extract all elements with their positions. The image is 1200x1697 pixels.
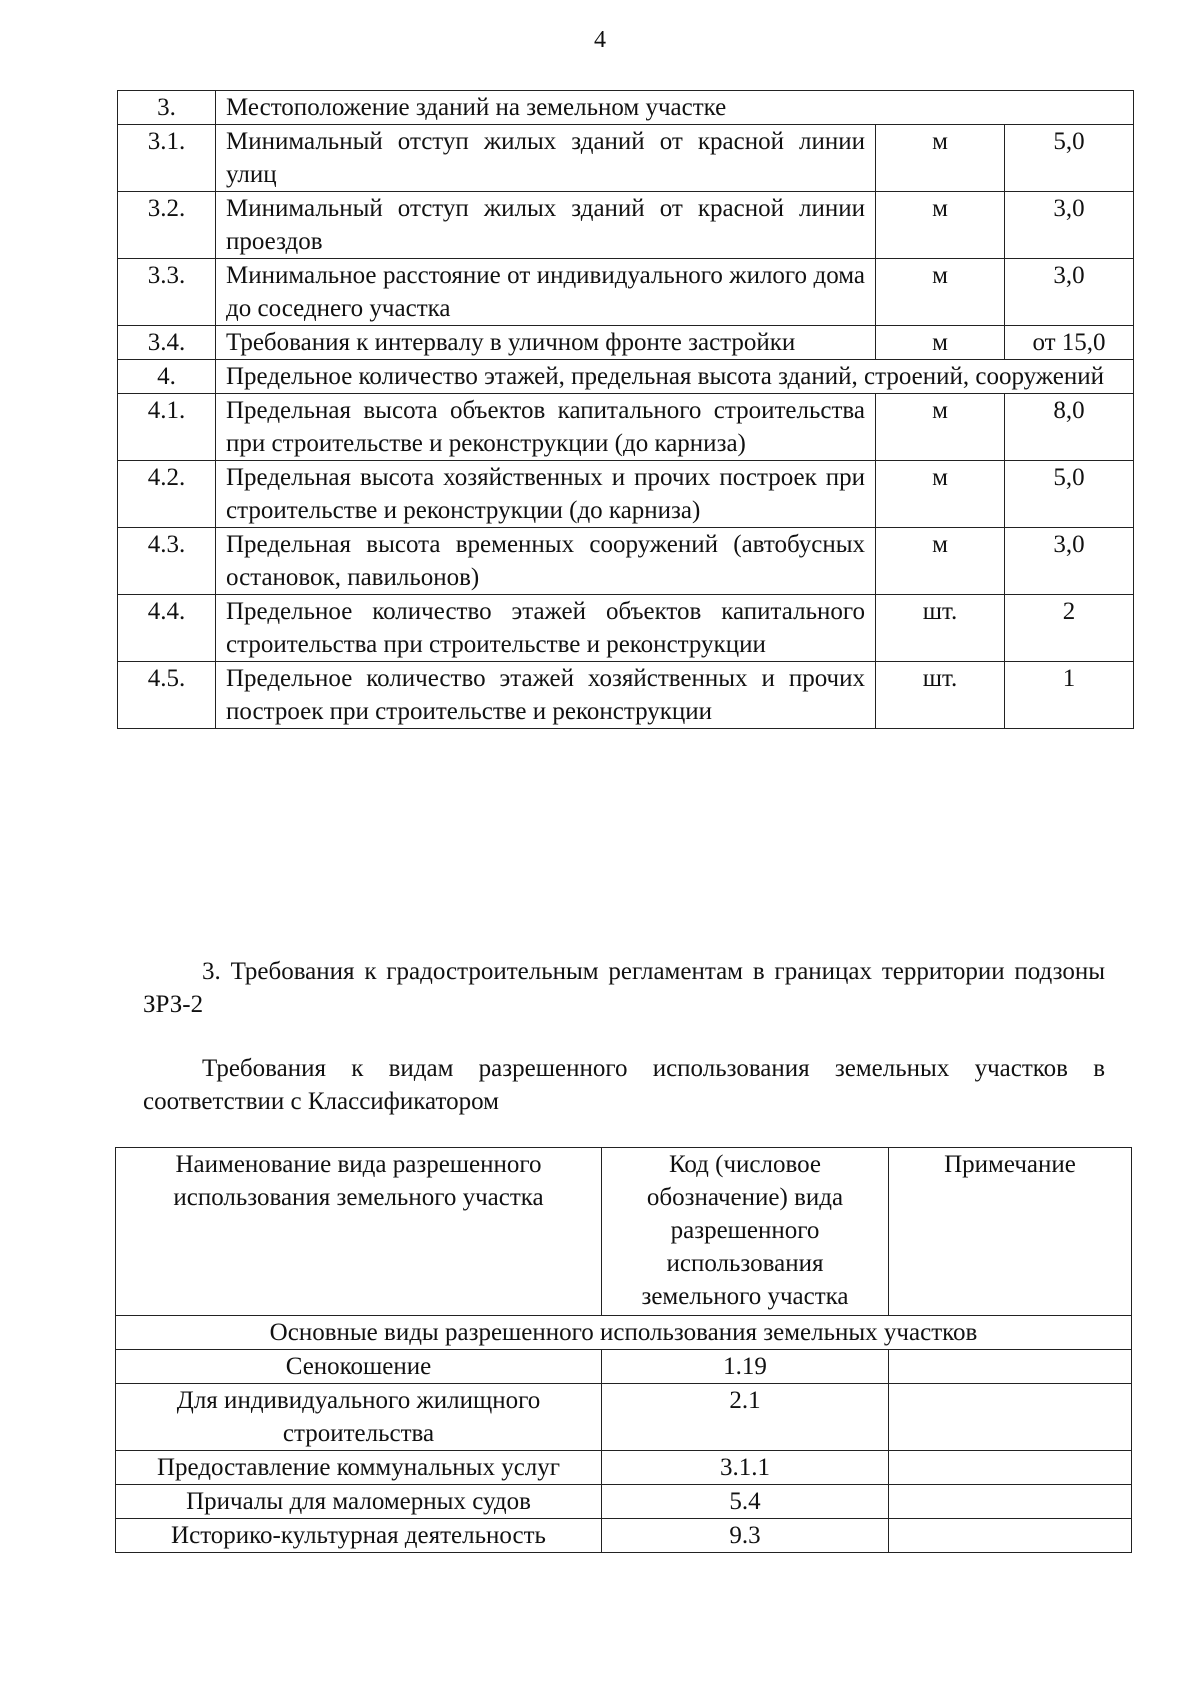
use-code: 3.1.1	[602, 1451, 889, 1485]
row-number: 4.5.	[118, 662, 216, 729]
row-number: 4.4.	[118, 595, 216, 662]
table-row	[118, 125, 1134, 192]
row-number: 3.1.	[118, 125, 216, 192]
use-note	[889, 1350, 1132, 1384]
row-value: 5,0	[1005, 461, 1134, 528]
table-row	[116, 1384, 1132, 1451]
row-value: 8,0	[1005, 394, 1134, 461]
table-row	[118, 326, 1134, 360]
use-note	[889, 1485, 1132, 1519]
row-description: Требования к интервалу в уличном фронте застройки	[216, 326, 876, 360]
row-description: Минимальный отступ жилых зданий от красной линии проездов	[216, 192, 876, 259]
row-description: Минимальное расстояние от индивидуального жилого дома до соседнего участка	[216, 259, 876, 326]
use-code: 2.1	[602, 1384, 889, 1451]
use-code: 1.19	[602, 1350, 889, 1384]
table-row	[118, 595, 1134, 662]
use-name: Причалы для маломерных судов	[116, 1485, 602, 1519]
row-value: 2	[1005, 595, 1134, 662]
table-row	[118, 91, 1134, 125]
row-description: Предельная высота объектов капитального строительства при строительстве и реконструкции (до карниза)	[216, 394, 876, 461]
table-row	[118, 360, 1134, 394]
header-code: Код (числовое обозначение) вида разрешенного использования земельного участка	[602, 1148, 889, 1316]
row-unit: м	[876, 192, 1005, 259]
table-row	[116, 1519, 1132, 1553]
row-value: от 15,0	[1005, 326, 1134, 360]
use-code: 9.3	[602, 1519, 889, 1553]
row-value: 3,0	[1005, 259, 1134, 326]
use-name: Предоставление коммунальных услуг	[116, 1451, 602, 1485]
row-unit: м	[876, 259, 1005, 326]
row-unit: м	[876, 326, 1005, 360]
use-note	[889, 1384, 1132, 1451]
page-number: 4	[594, 27, 606, 53]
use-code: 5.4	[602, 1485, 889, 1519]
row-description: Минимальный отступ жилых зданий от красной линии улиц	[216, 125, 876, 192]
table-row	[116, 1451, 1132, 1485]
intro-paragraph: Требования к видам разрешенного использования земельных участков в соответствии с Классификатором	[143, 1055, 1105, 1115]
land-use-table	[115, 1147, 1132, 1553]
row-number: 4.	[118, 360, 216, 394]
parameters-table	[117, 90, 1134, 729]
section-heading: Местоположение зданий на земельном участке	[216, 91, 1134, 125]
section-heading: Предельное количество этажей, предельная высота зданий, строений, сооружений	[216, 360, 1134, 394]
table-row	[118, 192, 1134, 259]
row-description: Предельное количество этажей объектов капитального строительства при строительстве и реконструкции	[216, 595, 876, 662]
table-row	[118, 394, 1134, 461]
section-title: Основные виды разрешенного использования земельных участков	[116, 1316, 1132, 1350]
row-unit: шт.	[876, 595, 1005, 662]
table-row	[118, 528, 1134, 595]
row-unit: м	[876, 461, 1005, 528]
header-name: Наименование вида разрешенного использования земельного участка	[116, 1148, 602, 1316]
table-row	[118, 259, 1134, 326]
row-unit: м	[876, 125, 1005, 192]
header-note: Примечание	[889, 1148, 1132, 1316]
table-row	[116, 1350, 1132, 1384]
row-unit: м	[876, 528, 1005, 595]
table-row	[118, 662, 1134, 729]
row-number: 3.3.	[118, 259, 216, 326]
use-name: Для индивидуального жилищного строительства	[116, 1384, 602, 1451]
use-name: Сенокошение	[116, 1350, 602, 1384]
table-row	[118, 461, 1134, 528]
row-description: Предельное количество этажей хозяйственных и прочих построек при строительстве и реконструкции	[216, 662, 876, 729]
row-value: 5,0	[1005, 125, 1134, 192]
row-number: 4.2.	[118, 461, 216, 528]
row-unit: шт.	[876, 662, 1005, 729]
use-note	[889, 1451, 1132, 1485]
row-number: 4.3.	[118, 528, 216, 595]
use-name: Историко-культурная деятельность	[116, 1519, 602, 1553]
row-number: 4.1.	[118, 394, 216, 461]
row-description: Предельная высота временных сооружений (автобусных остановок, павильонов)	[216, 528, 876, 595]
row-value: 3,0	[1005, 528, 1134, 595]
row-number: 3.	[118, 91, 216, 125]
use-note	[889, 1519, 1132, 1553]
row-value: 3,0	[1005, 192, 1134, 259]
row-number: 3.2.	[118, 192, 216, 259]
row-number: 3.4.	[118, 326, 216, 360]
table-section-row	[116, 1316, 1132, 1350]
row-unit: м	[876, 394, 1005, 461]
row-description: Предельная высота хозяйственных и прочих построек при строительстве и реконструкции (до карниза)	[216, 461, 876, 528]
table-row	[116, 1485, 1132, 1519]
table-header-row	[116, 1148, 1132, 1316]
row-value: 1	[1005, 662, 1134, 729]
section-paragraph: 3. Требования к градостроительным регламентам в границах территории подзоны ЗРЗ-2	[143, 958, 1105, 1018]
